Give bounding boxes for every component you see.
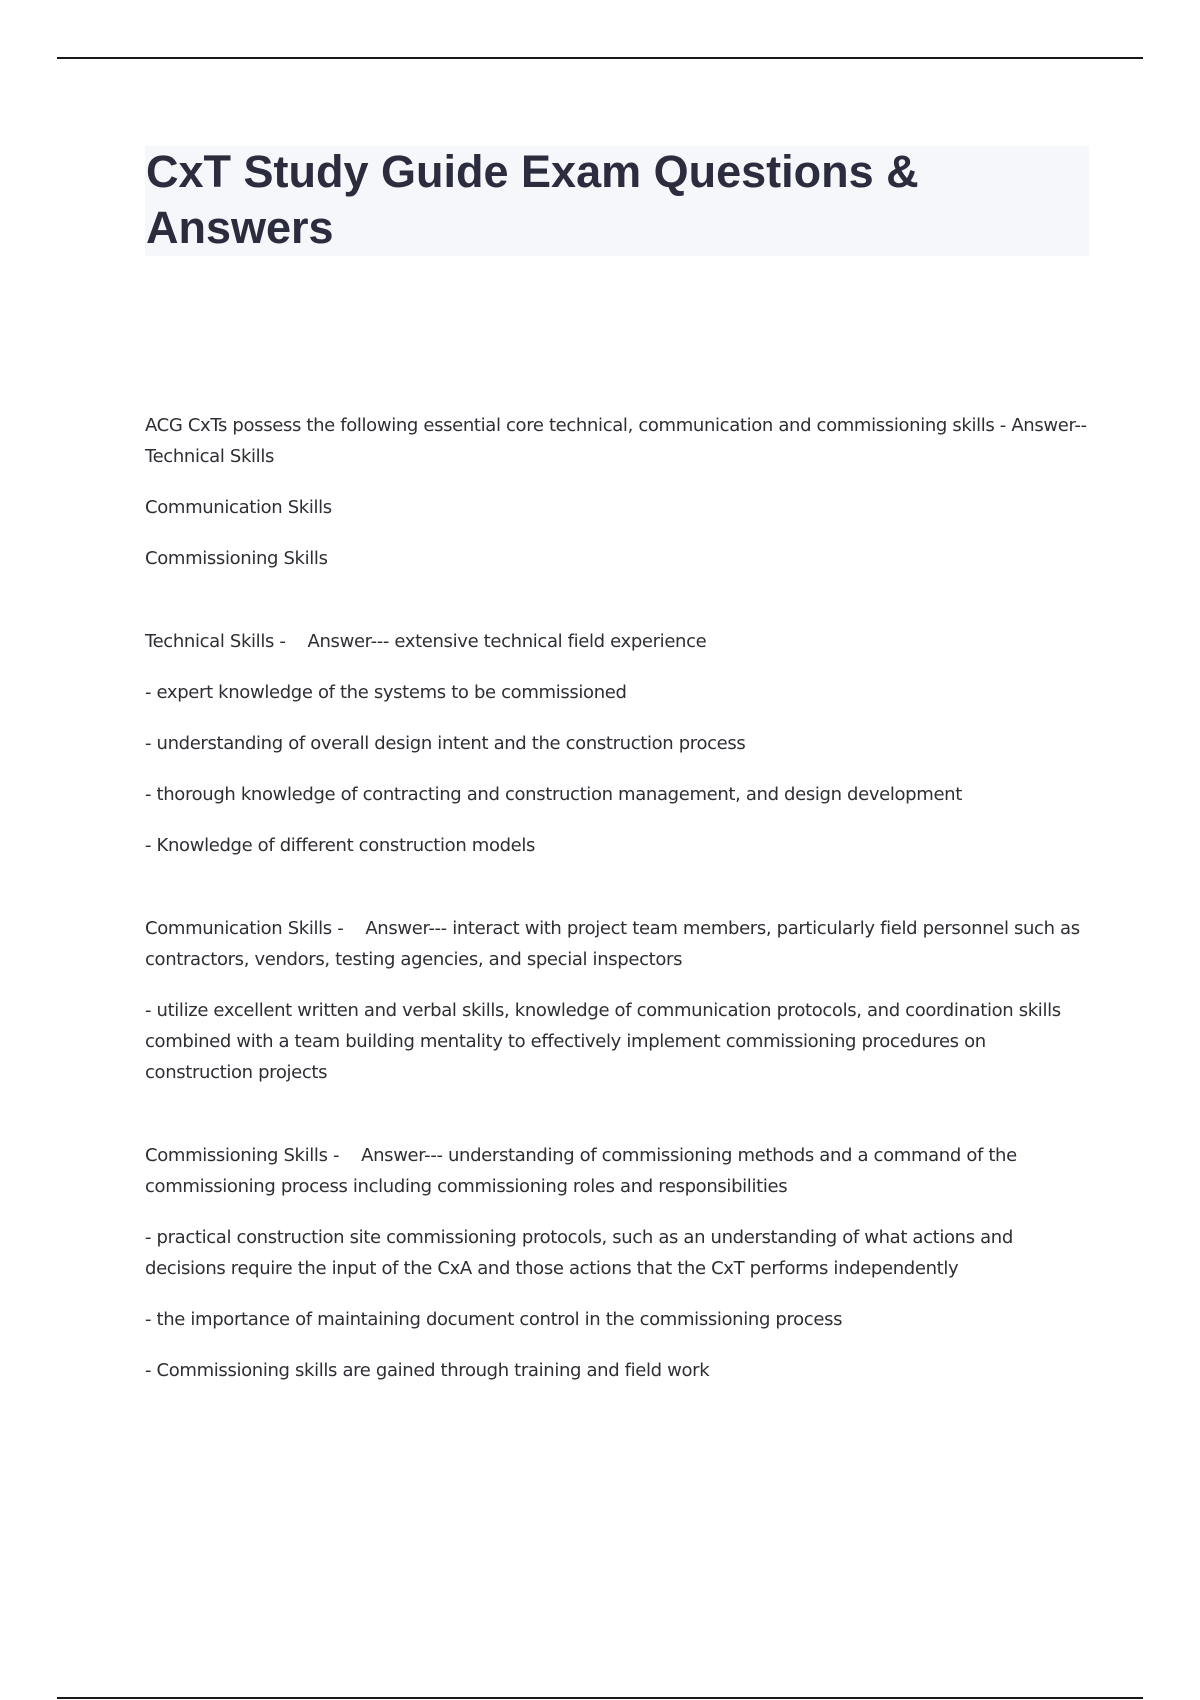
qa-2-line-2: - understanding of overall design intent and the construction process xyxy=(145,733,746,754)
qa-2-answer: Answer--- extensive technical field experience xyxy=(307,631,707,652)
qa-2-question: Technical Skills - xyxy=(145,631,286,652)
qa-1-question: ACG CxTs possess the following essential core technical, communication and commissioning skills - Answer--Technical Skills xyxy=(145,415,1087,467)
top-rule xyxy=(57,57,1143,59)
qa-2-question-row xyxy=(145,626,1095,657)
qa-4-line-3: - Commissioning skills are gained through training and field work xyxy=(145,1360,710,1381)
qa-4-line-2: - the importance of maintaining document control in the commissioning process xyxy=(145,1309,843,1330)
qa-4-question: Commissioning Skills - xyxy=(145,1145,340,1166)
document-body xyxy=(145,410,1095,1406)
qa-4-line-1: - practical construction site commissioning protocols, such as an understanding of what actions and decisions require the input of the CxA and those actions that the CxT performs independently xyxy=(145,1227,1013,1279)
qa-3-question: Communication Skills - xyxy=(145,918,344,939)
qa-1-line-2: Commissioning Skills xyxy=(145,548,328,569)
qa-2-line-4: - Knowledge of different construction models xyxy=(145,835,536,856)
qa-3-answer: Answer--- interact with project team members, particularly field personnel such as contractors, vendors, testing agencies, and special inspectors xyxy=(145,918,1080,970)
qa-3-line-1: - utilize excellent written and verbal skills, knowledge of communication protocols, and coordination skills combined with a team building mentality to effectively implement commissioning procedures on construction projects xyxy=(145,1000,1061,1083)
document-title: CxT Study Guide Exam Questions & Answers xyxy=(146,146,919,253)
qa-1-line-1: Communication Skills xyxy=(145,497,332,518)
qa-4-answer: Answer--- understanding of commissioning methods and a command of the commissioning process including commissioning roles and responsibilities xyxy=(145,1145,1017,1197)
qa-2-line-1: - expert knowledge of the systems to be commissioned xyxy=(145,682,627,703)
qa-4-question-row xyxy=(145,1140,1095,1202)
qa-2-line-3: - thorough knowledge of contracting and construction management, and design development xyxy=(145,784,962,805)
qa-3-question-row xyxy=(145,913,1095,975)
bottom-rule xyxy=(57,1697,1143,1699)
